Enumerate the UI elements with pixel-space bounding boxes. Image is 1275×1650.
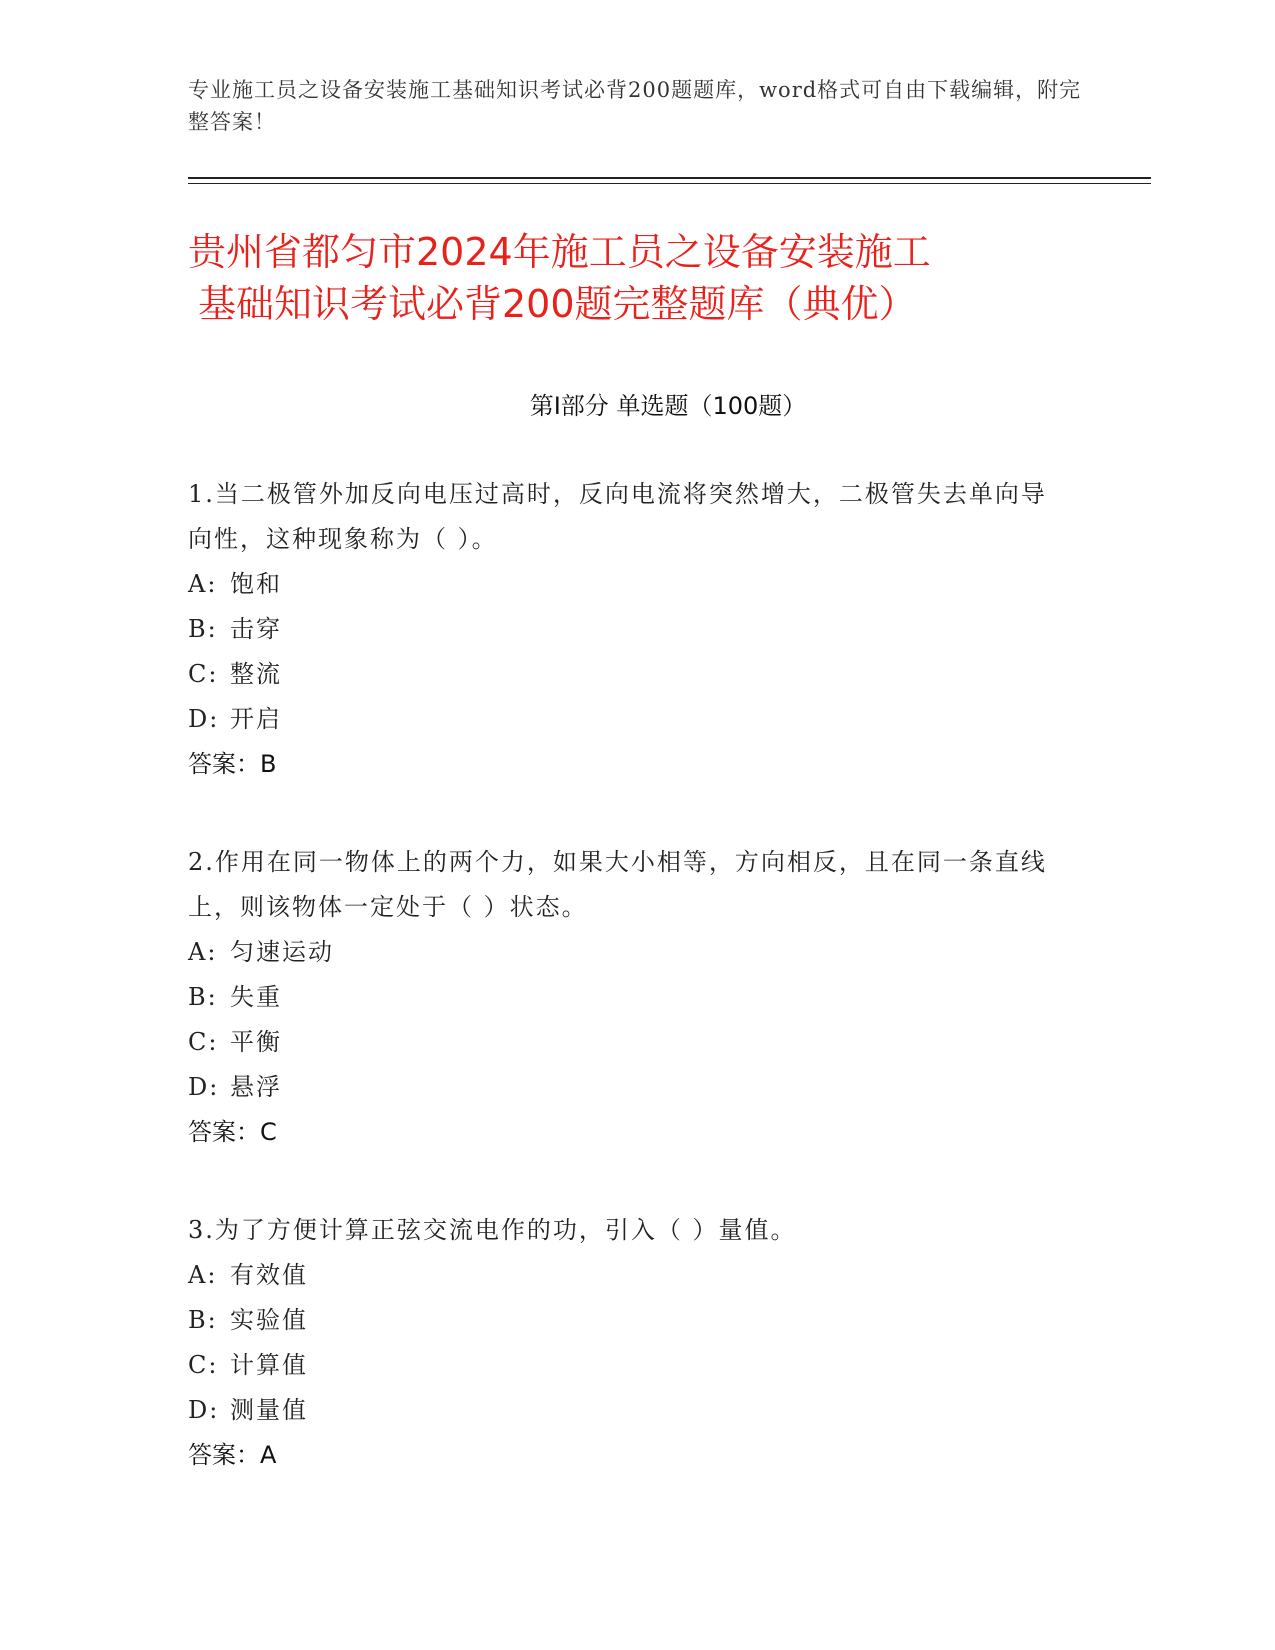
header-divider-thin	[188, 183, 1151, 184]
option-d	[188, 1388, 1068, 1433]
option-b	[188, 607, 1068, 652]
question-stem: 1.当二极管外加反向电压过高时，反向电流将突然增大，二极管失去单向导向性，这种现象称为（ ）。	[188, 480, 1047, 553]
answer-line: 答案：C	[188, 1118, 277, 1146]
option-text: 饱和	[230, 570, 282, 598]
question-2	[188, 840, 1068, 1155]
option-text: 平衡	[230, 1028, 282, 1056]
option-letter: C:	[188, 660, 219, 688]
document-title	[188, 226, 1108, 330]
option-d	[188, 697, 1068, 742]
option-text: 实验值	[230, 1306, 308, 1334]
option-c	[188, 652, 1068, 697]
option-letter: D:	[188, 1396, 220, 1424]
question-1	[188, 472, 1068, 787]
option-a	[188, 562, 1068, 607]
document-title-line-2: 基础知识考试必背200题完整题库（典优）	[198, 282, 917, 326]
option-b	[188, 1298, 1068, 1343]
question-stem: 3.为了方便计算正弦交流电作的功，引入（ ）量值。	[188, 1216, 797, 1244]
option-letter: A:	[188, 938, 218, 966]
header-note: 专业施工员之设备安装施工基础知识考试必背200题题库，word格式可自由下载编辑，附完整答案！	[188, 78, 1082, 134]
option-letter: C:	[188, 1028, 219, 1056]
question-stem: 2.作用在同一物体上的两个力，如果大小相等，方向相反，且在同一条直线上，则该物体一定处于（ ）状态。	[188, 848, 1047, 921]
option-text: 开启	[230, 705, 282, 733]
option-text: 悬浮	[230, 1073, 282, 1101]
option-text: 匀速运动	[230, 938, 334, 966]
option-letter: B:	[188, 983, 218, 1011]
question-3	[188, 1208, 1068, 1478]
header-divider-thick	[188, 177, 1151, 179]
option-d	[188, 1065, 1068, 1110]
option-c	[188, 1343, 1068, 1388]
option-a	[188, 1253, 1068, 1298]
document-title-line-1: 贵州省都匀市2024年施工员之设备安装施工	[188, 230, 931, 274]
option-text: 有效值	[230, 1261, 308, 1289]
option-text: 击穿	[230, 615, 282, 643]
option-c	[188, 1020, 1068, 1065]
option-letter: C:	[188, 1351, 219, 1379]
option-letter: B:	[188, 1306, 218, 1334]
question-list	[188, 472, 1068, 1531]
option-letter: B:	[188, 615, 218, 643]
option-text: 失重	[230, 983, 282, 1011]
option-text: 测量值	[230, 1396, 308, 1424]
answer-line: 答案：A	[188, 1441, 277, 1469]
option-letter: A:	[188, 1261, 218, 1289]
option-b	[188, 975, 1068, 1020]
option-text: 计算值	[230, 1351, 308, 1379]
option-letter: A:	[188, 570, 218, 598]
option-a	[188, 930, 1068, 975]
section-title: 第Ⅰ部分 单选题（100题）	[529, 392, 807, 420]
option-letter: D:	[188, 1073, 220, 1101]
answer-line: 答案：B	[188, 750, 277, 778]
option-letter: D:	[188, 705, 220, 733]
option-text: 整流	[230, 660, 282, 688]
